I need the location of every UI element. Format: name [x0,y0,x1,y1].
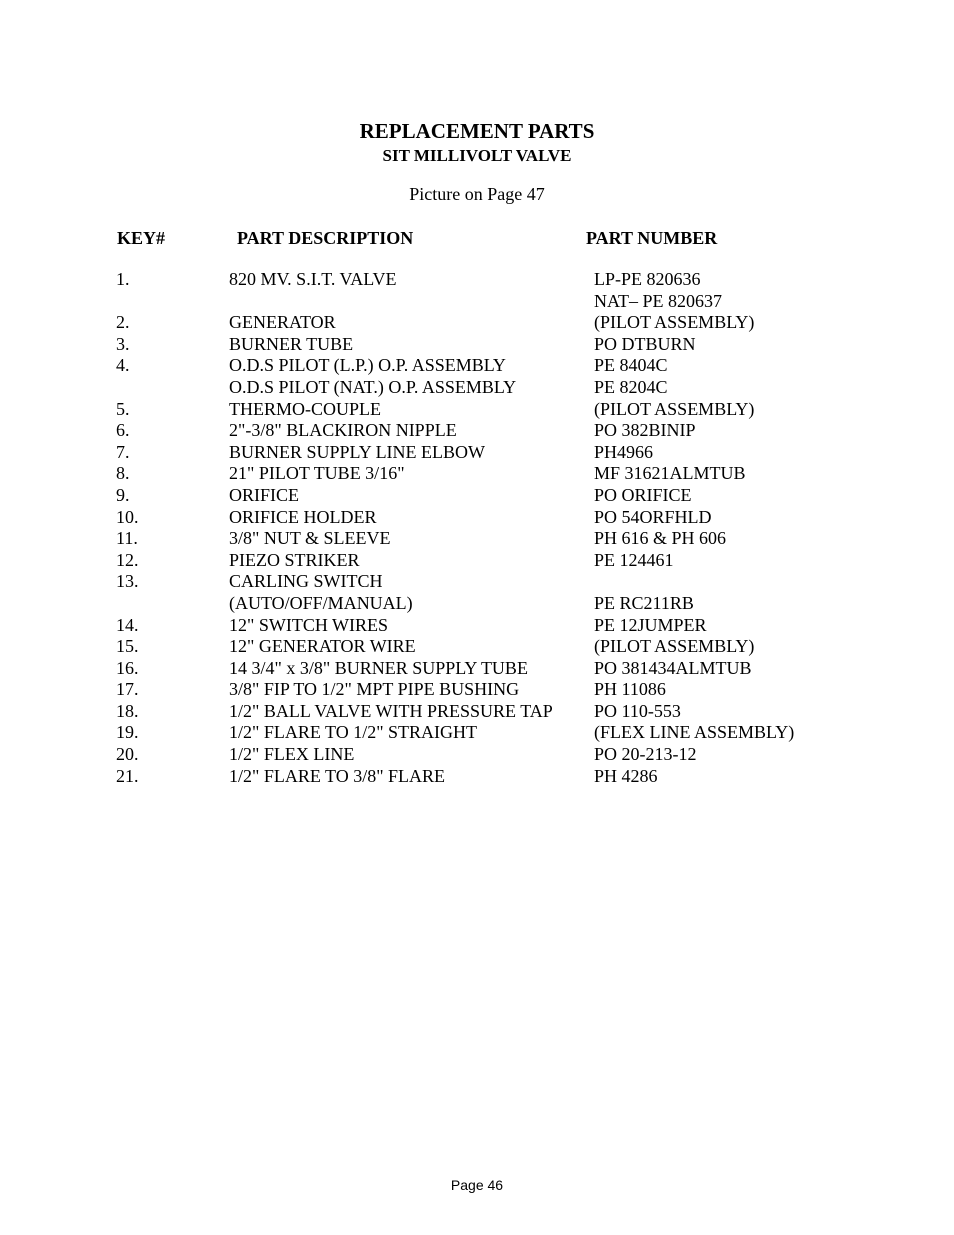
table-row [0,269,954,291]
row-part-number: (PILOT ASSEMBLY) [594,312,755,333]
row-key: 15. [116,636,139,657]
row-description: 3/8" NUT & SLEEVE [229,528,391,549]
row-part-number: PE RC211RB [594,592,694,613]
row-part-number: PO 54ORFHLD [594,506,712,527]
row-key: 12. [116,549,139,570]
table-row [0,571,954,593]
row-description: BURNER TUBE [229,333,354,354]
row-key: 11. [116,528,138,549]
row-key: 18. [116,700,139,721]
table-row [0,399,954,421]
row-part-number: PO DTBURN [594,333,696,354]
column-header-key: KEY# [117,228,166,248]
row-key: 13. [116,571,139,592]
row-part-number: PE 12JUMPER [594,614,707,635]
row-description: 1/2" BALL VALVE WITH PRESSURE TAP [229,700,553,721]
page-title: REPLACEMENT PARTS [359,119,595,143]
table-row [0,291,954,313]
row-part-number: (PILOT ASSEMBLY) [594,636,755,657]
row-key: 19. [116,722,139,743]
row-description: PIEZO STRIKER [229,549,360,570]
row-description: 820 MV. S.I.T. VALVE [229,269,397,289]
row-description: 1/2" FLEX LINE [229,744,355,765]
row-part-number: (PILOT ASSEMBLY) [594,398,755,419]
row-description: 12" SWITCH WIRES [229,614,389,635]
table-row [0,593,954,615]
row-description: 3/8" FIP TO 1/2" MPT PIPE BUSHING [229,679,520,700]
table-row [0,463,954,485]
row-key: 17. [116,679,139,700]
parts-list [0,269,954,787]
row-key: 6. [116,420,130,441]
table-row [0,658,954,680]
table-row [0,485,954,507]
row-description: 1/2" FLARE TO 1/2" STRAIGHT [229,722,478,743]
row-key: 5. [116,398,130,419]
row-key: 1. [116,269,130,289]
column-header-part-number: PART NUMBER [586,228,718,248]
row-description: O.D.S PILOT (NAT.) O.P. ASSEMBLY [229,376,517,397]
row-part-number: PO 20-213-12 [594,744,697,765]
row-description: 21" PILOT TUBE 3/16" [229,463,405,484]
row-description: CARLING SWITCH [229,571,383,592]
table-row [0,507,954,529]
table-row [0,420,954,442]
table-row [0,355,954,377]
row-part-number: PH 4286 [594,765,658,786]
row-key: 16. [116,657,139,678]
row-description: 2"-3/8" BLACKIRON NIPPLE [229,420,457,441]
row-key: 8. [116,463,130,484]
table-row [0,312,954,334]
row-key: 4. [116,355,130,376]
table-row [0,377,954,399]
table-row [0,442,954,464]
table-row [0,744,954,766]
row-part-number: NAT– PE 820637 [594,290,723,311]
row-description: BURNER SUPPLY LINE ELBOW [229,441,486,462]
row-part-number: PH 11086 [594,679,666,700]
row-part-number: PO 110-553 [594,700,681,721]
table-row [0,615,954,637]
row-part-number: PO 381434ALMTUB [594,657,752,678]
row-key: 21. [116,765,139,786]
row-description: 14 3/4" x 3/8" BURNER SUPPLY TUBE [229,657,528,678]
table-row [0,722,954,744]
row-key: 14. [116,614,139,635]
row-part-number: PE 8204C [594,376,668,397]
picture-reference-note: Picture on Page 47 [409,184,545,204]
row-part-number: PE 124461 [594,549,674,570]
row-key: 3. [116,333,130,354]
row-key: 10. [116,506,139,527]
row-part-number: PH 616 & PH 606 [594,528,727,549]
row-key: 2. [116,312,130,333]
row-description: 12" GENERATOR WIRE [229,636,416,657]
row-part-number: LP-PE 820636 [594,269,701,289]
page-footer: Page 46 [450,1177,504,1193]
row-description: THERMO-COUPLE [229,398,381,419]
table-row [0,679,954,701]
table-row [0,636,954,658]
row-description: GENERATOR [229,312,336,333]
row-description: ORIFICE HOLDER [229,506,377,527]
row-description: O.D.S PILOT (L.P.) O.P. ASSEMBLY [229,355,506,376]
row-part-number: PO 382BINIP [594,420,696,441]
row-part-number: PH4966 [594,441,654,462]
table-row [0,701,954,723]
row-part-number: PE 8404C [594,355,668,376]
row-key: 20. [116,744,139,765]
column-header-description: PART DESCRIPTION [237,228,414,248]
table-row [0,766,954,788]
row-part-number: (FLEX LINE ASSEMBLY) [594,722,795,743]
row-part-number: MF 31621ALMTUB [594,463,746,484]
row-part-number: PO ORIFICE [594,484,692,505]
row-description: ORIFICE [229,484,300,505]
row-key: 9. [116,484,130,505]
row-key: 7. [116,441,130,462]
row-description: (AUTO/OFF/MANUAL) [229,592,413,613]
page-subtitle: SIT MILLIVOLT VALVE [382,146,572,165]
table-row [0,528,954,550]
row-description: 1/2" FLARE TO 3/8" FLARE [229,765,446,786]
table-row [0,550,954,572]
table-row [0,334,954,356]
